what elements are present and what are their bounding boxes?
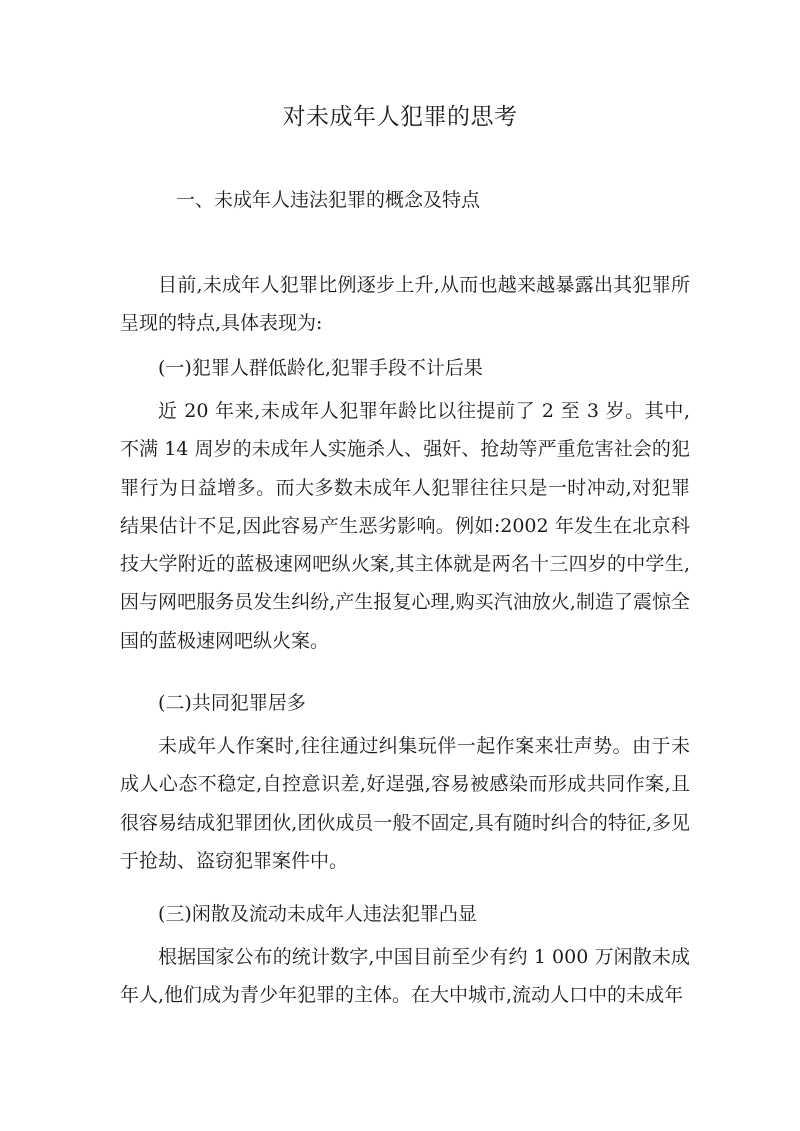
document-title: 对未成年人犯罪的思考 bbox=[282, 104, 518, 130]
subsection-3-paragraph: 根据国家公布的统计数字,中国目前至少有约 1 000 万闲散未成年人,他们成为青少年犯罪的主体。在大中城市,流动人口中的未成年 bbox=[120, 946, 690, 1007]
subsection-3-heading: (三)闲散及流动未成年人违法犯罪凸显 bbox=[158, 903, 477, 925]
subsection-1-heading: (一)犯罪人群低龄化,犯罪手段不计后果 bbox=[158, 357, 483, 379]
subsection-2-paragraph: 未成年人作案时,往往通过纠集玩伴一起作案来壮声势。由于未成人心态不稳定,自控意识差,好逞强,容易被感染而形成共同作案,且很容易结成犯罪团伙,团伙成员一般不固定,具有随时纠合的特征,多见于抢劫、盗窃犯罪案件中。 bbox=[120, 735, 690, 872]
subsection-1-paragraph: 近 20 年来,未成年人犯罪年龄比以往提前了 2 至 3 岁。其中,不满 14 周岁的未成年人实施杀人、强奸、抢劫等严重危害社会的犯罪行为日益增多。而大多数未成年人犯罪往往只是一时冲动,对犯罪结果估计不足,因此容易产生恶劣影响。例如:2002 年发生在北京科技大学附近的蓝极速网吧纵火案,其主体就是两名十三四岁的中学生,因与网吧服务员发生纠纷,产生报复心理,购买汽油放火,制造了震惊全国的蓝极速网吧纵火案。 bbox=[120, 400, 690, 652]
intro-paragraph: 目前,未成年人犯罪比例逐步上升,从而也越来越暴露出其犯罪所呈现的特点,具体表现为: bbox=[120, 274, 690, 335]
section-heading: 一、未成年人违法犯罪的概念及特点 bbox=[176, 189, 481, 211]
subsection-2-heading: (二)共同犯罪居多 bbox=[158, 692, 306, 714]
